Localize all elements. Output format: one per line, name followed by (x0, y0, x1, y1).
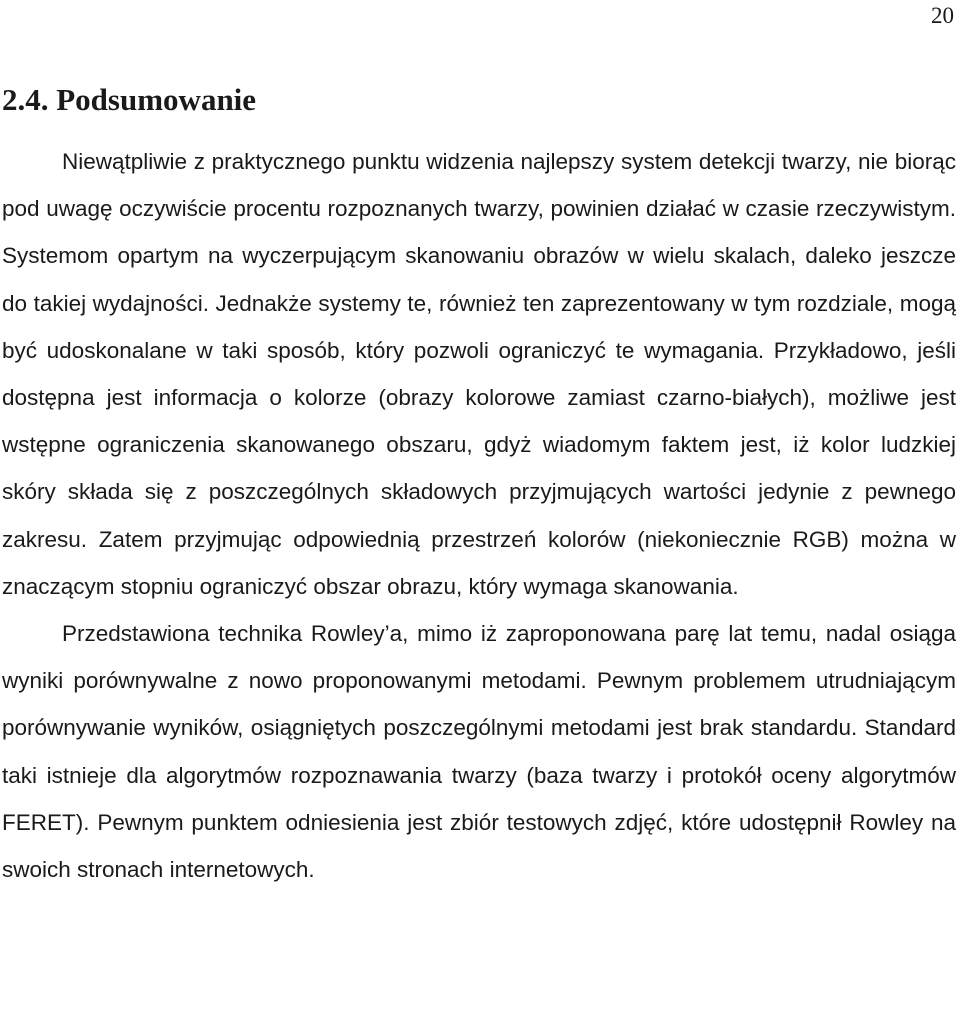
page-number: 20 (931, 3, 954, 28)
paragraph: Niewątpliwie z praktycznego punktu widzenia najlepszy system detekcji twarzy, nie biorąc pod uwagę oczywiście procentu rozpoznanych twarzy, powinien działać w czasie rzeczywistym. Systemom opartym na wyczerpującym skanowaniu obrazów w wielu skalach, daleko jeszcze do takiej wydajności. Jednakże systemy te, również ten zaprezentowany w tym rozdziale, mogą być udoskonalane w taki sposób, który pozwoli ograniczyć te wymagania. Przykładowo, jeśli dostępna jest informacja o kolorze (obrazy kolorowe zamiast czarno-białych), możliwe jest wstępne ograniczenia skanowanego obszaru, gdyż wiadomym faktem jest, iż kolor ludzkiej skóry składa się z poszczególnych składowych przyjmujących wartości jedynie z pewnego zakresu. Zatem przyjmując odpowiednią przestrzeń kolorów (niekoniecznie RGB) można w znaczącym stopniu ograniczyć obszar obrazu, który wymaga skanowania. (2, 149, 956, 599)
section-heading: 2.4. Podsumowanie (2, 82, 257, 117)
paragraph: Przedstawiona technika Rowley’a, mimo iż zaproponowana parę lat temu, nadal osiąga wyniki porównywalne z nowo proponowanymi metodami. Pewnym problemem utrudniającym porównywanie wyników, osiągniętych poszczególnymi metodami jest brak standardu. Standard taki istnieje dla algorytmów rozpoznawania twarzy (baza twarzy i protokół oceny algorytmów FERET). Pewnym punktem odniesienia jest zbiór testowych zdjęć, które udostępnił Rowley na swoich stronach internetowych. (2, 621, 956, 883)
section-body (2, 138, 956, 893)
